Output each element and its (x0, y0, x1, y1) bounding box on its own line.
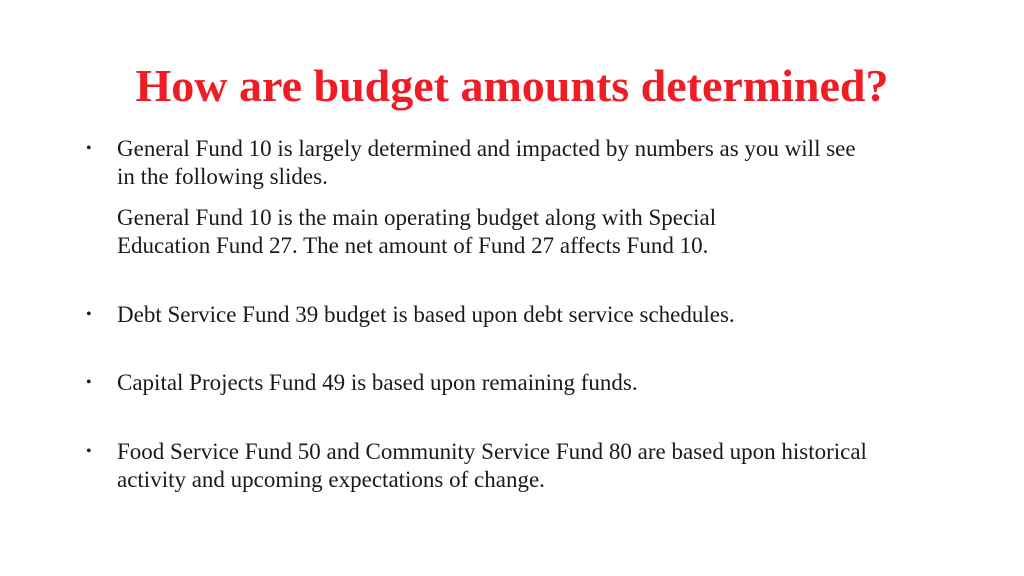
bullet-marker: • (86, 374, 92, 391)
bullet-item-food-community-service (117, 438, 967, 494)
bullet-line: activity and upcoming expectations of change. (117, 467, 545, 492)
bullet-marker: • (86, 443, 92, 460)
sub-paragraph-line: General Fund 10 is the main operating budget along with Special (117, 205, 717, 230)
bullet-marker: • (86, 306, 92, 323)
bullet-line: in the following slides. (117, 164, 328, 189)
bullet-line: Capital Projects Fund 49 is based upon remaining funds. (117, 370, 638, 395)
bullet-item-general-fund (117, 135, 967, 191)
sub-paragraph-line: Education Fund 27. The net amount of Fund 27 affects Fund 10. (117, 233, 709, 258)
bullet-marker: • (86, 140, 92, 157)
bullet-item-capital-projects (117, 369, 967, 397)
slide-title: How are budget amounts determined? (135, 60, 889, 111)
sub-paragraph-operating-budget (117, 204, 817, 260)
bullet-line: General Fund 10 is largely determined and impacted by numbers as you will see (117, 136, 856, 161)
bullet-line: Debt Service Fund 39 budget is based upon debt service schedules. (117, 302, 735, 327)
bullet-item-debt-service (117, 301, 967, 329)
bullet-line: Food Service Fund 50 and Community Service Fund 80 are based upon historical (117, 439, 867, 464)
